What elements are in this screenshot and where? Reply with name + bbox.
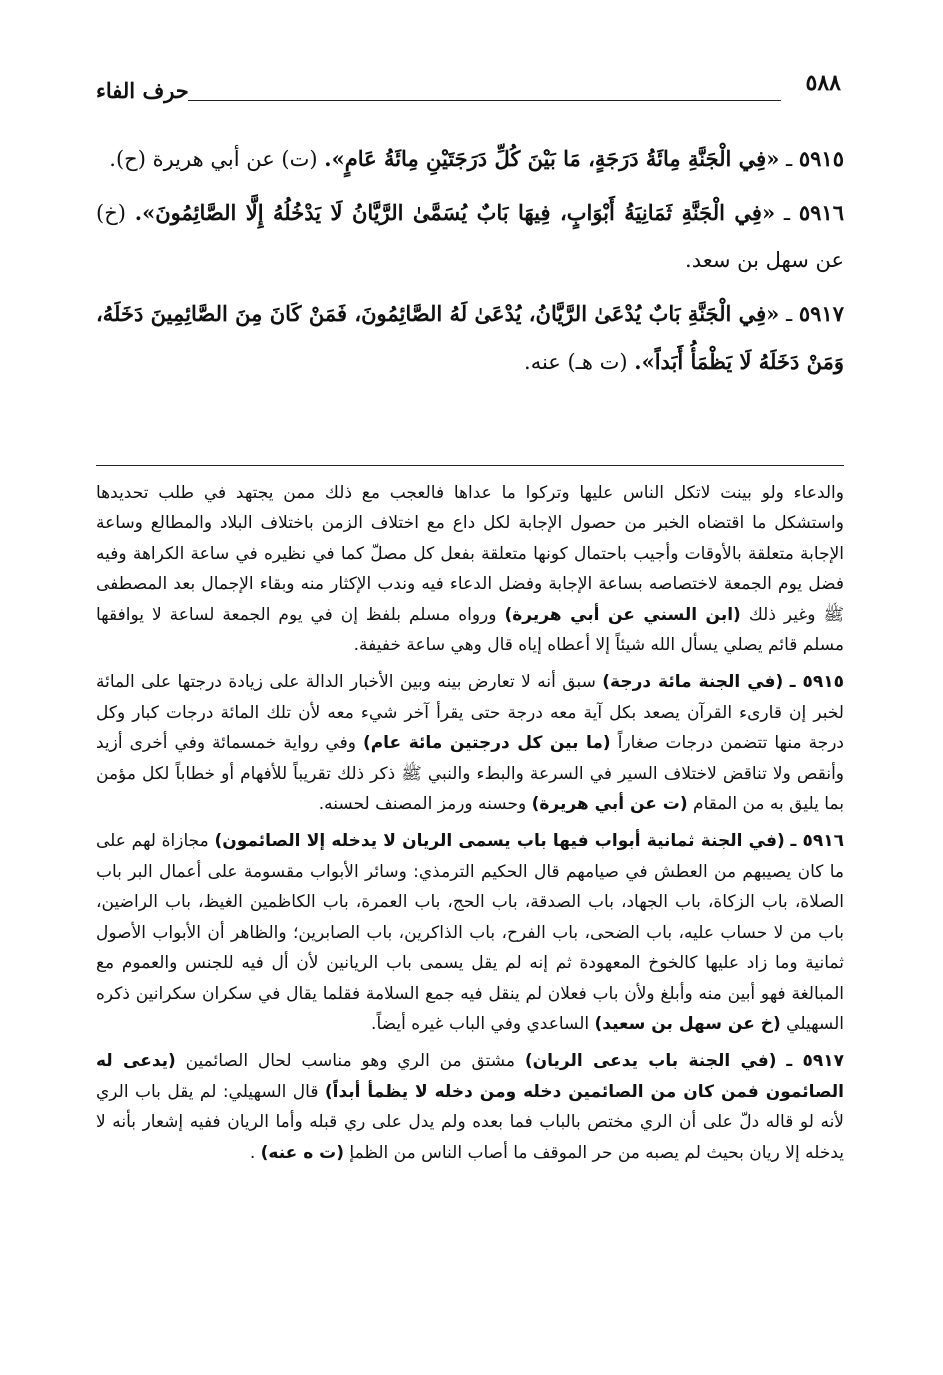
commentary-section bbox=[96, 478, 844, 1175]
dash: ـ bbox=[779, 147, 793, 171]
dash: ـ bbox=[779, 302, 793, 326]
commentary-text: مجازاة لهم على ما كان يصيبهم من العطش في صيامهم قال الحكيم الترمذي: وسائر الأبواب مقسومة على أعمال البر باب الصلاة، باب الزكاة، باب الجهاد، باب الصدقة، باب الحج، باب العمرة، باب الكاظمين الغيظ، باب الراضين، باب من لا حساب عليه، باب الضحى، باب الفرح، باب الذاكرين، باب الصابرين؛ والظاهر أن الأبواب الأصول ثمانية وما زاد عليها كالخوخ المعهودة ثم إنه لم يقل يسمى باب الريانين لأن أل فيه للجنس والعموم مع المبالغة فهو أبين منه وأبلغ ولأن باب فعلان لم ينقل فيه جمع السلامة فقلما يقال في سكران سكرانين ذكره السهيلي bbox=[96, 831, 844, 1034]
hadith-number: ٥٩١٥ bbox=[798, 146, 844, 171]
commentary-lemma: (يدعى له الصائمون فمن كان من الصائمين دخله ومن دخله لا يظمأ أبداً) bbox=[96, 1051, 844, 1102]
commentary-number: ٥٩١٧ ـ bbox=[786, 1051, 845, 1072]
header-rule bbox=[188, 100, 781, 101]
hadith-text: «فِي الْجَنَّةِ مِائَةُ دَرَجَةٍ، مَا بَيْنَ كُلِّ دَرَجَتَيْنِ مِائَةُ عَامٍ». bbox=[324, 146, 780, 171]
commentary-number: ٥٩١٦ ـ bbox=[790, 831, 844, 852]
commentary-5916 bbox=[96, 826, 844, 1039]
running-header bbox=[96, 70, 841, 110]
commentary-lemma: (ابن السني عن أبي هريرة) bbox=[504, 604, 741, 625]
hadith-number: ٥٩١٦ bbox=[798, 200, 844, 225]
commentary-5915 bbox=[96, 667, 844, 819]
hadith-source: (خ) عن سهل بن سعد. bbox=[96, 201, 844, 272]
commentary-lemma: (ت ه عنه) bbox=[260, 1142, 344, 1163]
commentary-lemma: (في الجنة مائة درجة) bbox=[602, 672, 784, 693]
commentary-lemma: (ت عن أبي هريرة) bbox=[531, 794, 688, 815]
commentary-text: قال السهيلي: لم يقل باب الري لأنه لو قاله دلّ على أن الري مختص بالباب فما بعده ولم يدل على ري قبله وأما الريان ففيه إشعار بأنه لا يدخله إلا ريان بحيث لم يصبه من حر الموقف ما أصاب الناس من الظمإ bbox=[96, 1081, 844, 1163]
commentary-text: الساعدي وفي الباب غيره أيضاً. bbox=[371, 1013, 590, 1034]
chapter-title: حرف الفاء bbox=[96, 78, 189, 103]
commentary-text: . bbox=[249, 1142, 256, 1163]
commentary-5917 bbox=[96, 1046, 844, 1168]
commentary-text: مشتق من الري وهو مناسب لحال الصائمين bbox=[185, 1051, 516, 1072]
hadith-source: (ت هـ) عنه. bbox=[524, 350, 628, 374]
commentary-text: وفي رواية خمسمائة وفي أخرى أزيد وأنقص ولا تناقض لاختلاف السير في السرعة والبطء والنبي ﷺ ذكر ذلك تقريباً للأفهام أو خطاباً لكل مؤمن بما يليق به من المقام bbox=[96, 733, 844, 815]
commentary-lemma: (ما بين كل درجتين مائة عام) bbox=[362, 733, 611, 754]
commentary-lemma: (خ عن سهل بن سعيد) bbox=[594, 1013, 781, 1034]
commentary-lemma: (في الجنة ثمانية أبواب فيها باب يسمى الريان لا يدخله إلا الصائمون) bbox=[214, 831, 785, 852]
commentary-number: ٥٩١٥ ـ bbox=[789, 672, 844, 693]
commentary-text: ورواه مسلم بلفظ إن في يوم الجمعة لساعة لا يوافقها مسلم قائم يصلي يسأل الله شيئاً إلا أعطاه إياه قال وهي ساعة خفيفة. bbox=[96, 604, 844, 656]
dash: ـ bbox=[775, 201, 791, 225]
commentary-text: وحسنه ورمز المصنف لحسنه. bbox=[318, 794, 527, 815]
hadith-entry-5916 bbox=[96, 189, 844, 284]
commentary-separator bbox=[96, 465, 844, 466]
hadith-source: (ت) عن أبي هريرة (ح). bbox=[109, 147, 318, 171]
hadith-text: «فِي الْجَنَّةِ بَابٌ يُدْعَىٰ الرَّيَّانُ، يُدْعَىٰ لَهُ الصَّائِمُونَ، فَمَنْ كَانَ مِنَ الصَّائِمِينَ دَخَلَهُ، وَمَنْ دَخَلَهُ لَا يَظْمَأُ أَبَداً». bbox=[96, 301, 844, 374]
hadith-entry-5917 bbox=[96, 290, 844, 386]
hadith-number: ٥٩١٧ bbox=[798, 301, 844, 326]
commentary-continuation bbox=[96, 478, 844, 660]
commentary-lemma: (في الجنة باب يدعى الريان) bbox=[524, 1051, 777, 1072]
hadith-text: «فِي الْجَنَّةِ ثَمَانِيَةُ أَبْوَابٍ، فِيهَا بَابٌ يُسَمَّىٰ الرَّيَّانُ لَا يَدْخُلُهُ إِلَّا الصَّائِمُونَ». bbox=[134, 200, 776, 225]
commentary-text: سبق أنه لا تعارض بينه وبين الأخبار الدالة على زيادة درجتها على المائة لخبر إن قارىء القرآن يصعد بكل آية معه درجة حتى يقرأ آخر شيء معه لأن تلك المائة درجات كبار وكل درجة منها تتضمن درجات صغاراً bbox=[96, 672, 845, 754]
hadith-entry-5915 bbox=[96, 135, 844, 183]
commentary-text: والدعاء ولو بينت لاتكل الناس عليها وتركوا ما عداها فالعجب مع ذلك ممن يجتهد في طلب تحديدها واستشكل ما اقتضاه الخبر من حصول الإجابة لكل داع مع اختلاف الزمن باختلاف البلاد والمطالع وساعة الإجابة متعلقة بالأوقات وأجيب باحتمال كونها متعلقة بفعل كل مصلّ كما في نظيره في ساعة الكراهة وفيه فضل يوم الجمعة لاختصاصه بساعة الإجابة وفضل الدعاء فيه وندب الإكثار منه وبقاء الإجمال بعد المصطفى ﷺ وغير ذلك bbox=[96, 483, 845, 625]
page-number: ٥٨٨ bbox=[805, 70, 841, 96]
hadith-section bbox=[96, 135, 844, 392]
